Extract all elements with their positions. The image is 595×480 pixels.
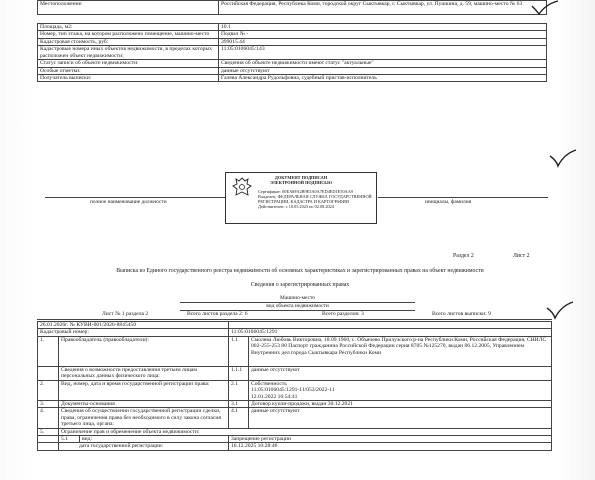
info-row	[38, 60, 547, 67]
info-row	[38, 1, 547, 15]
transaction-registration-label: Сведения об осуществлении государственной регистрации сделки, права, ограничения права без необходимого в силу закона согласия третьего лица, органа:	[59, 408, 229, 428]
rights-table	[37, 321, 552, 451]
checkmark-icon	[530, 0, 560, 16]
info-row	[38, 67, 547, 74]
info-label: Статус записи об объекте недвижимости:	[38, 60, 219, 67]
cadastral-label: Кадастровый номер:	[38, 329, 229, 336]
info-value: Сведения об объекте недвижимости имеют статус "актуальные"	[219, 60, 547, 67]
electronic-signature-stamp	[225, 172, 377, 224]
owner-value: Смолева Любовь Викторовна, 18.09.1960, с. Объячево Прилузского р-на Республики Коми, Российская Федерация, СНИЛС 002-255-253 80 Паспорт гражданина Российской Федерации серия 8705 №125270, выдан 06.12.2005, Управлением Внутренних дел города Сыктывкара Республики Коми	[249, 336, 552, 366]
row-number: 1.	[38, 336, 59, 366]
personal-data-value: данные отсутствуют	[249, 366, 552, 380]
info-label: Номер, тип этажа, на котором расположено помещение, машино-место	[38, 31, 219, 38]
document-subtitle: Сведения о зарегистрированных правах	[250, 282, 350, 288]
basis-documents-label: Документы-основания	[59, 400, 229, 407]
right-type: Собственность	[251, 380, 287, 387]
encumbrance-type-label: вид:	[82, 436, 93, 443]
info-row	[38, 24, 547, 31]
row-number: 2.	[38, 380, 59, 400]
info-value: 11:05:0106045:143	[219, 46, 547, 60]
stamp-line-1: Сертификат: 00EA8FA2B9E5A0A7ED4ED1E50AA9	[258, 189, 353, 194]
stamp-line-3: РЕГИСТРАЦИИ, КАДАСТРА И КАРТОГРАФИИ	[258, 199, 349, 204]
position-line	[45, 197, 225, 198]
info-row	[38, 38, 547, 45]
info-value: 10.1	[219, 24, 547, 31]
info-value: Российская Федерация, Республика Коми, городской округ Сыктывкар, г. Сыктывкар, ул. Пушкина, д. 59, машино-место № 63	[219, 1, 547, 15]
coat-of-arms-icon	[230, 176, 254, 200]
info-label: Местоположение:	[38, 1, 219, 15]
row-number: 5.	[38, 428, 59, 435]
info-label: Кадастровая стоимость, руб:	[38, 38, 219, 45]
sections-total: Всего разделов: 3	[322, 311, 364, 317]
row-number: 3.	[38, 400, 59, 407]
info-value: Подвал № -	[219, 31, 547, 38]
info-label: Получатель выписки:	[38, 74, 219, 81]
row-subnumber: 2.1	[229, 380, 249, 400]
object-info-table	[37, 0, 547, 82]
row-subnumber: 5.1	[59, 436, 80, 442]
cadastral-value: 11:05:0106045:1291	[229, 329, 552, 336]
info-row	[38, 74, 547, 81]
right-datetime: 12.01.2022 16:54:41	[251, 393, 298, 400]
encumbrance-label: Ограничение прав и обременение объекта недвижимости:	[59, 428, 552, 435]
stamp-line-2: Владелец: ФЕДЕРАЛЬНАЯ СЛУЖБА ГОСУДАРСТВЕННОЙ	[258, 194, 372, 199]
info-row	[38, 46, 547, 60]
transaction-registration-value: данные отсутствуют	[249, 408, 552, 428]
sheets-in-section: Всего листов раздела 2: 6	[187, 311, 248, 317]
info-label: Особые отметки:	[38, 67, 219, 74]
sheet-info-row	[37, 311, 552, 320]
owner-label: Правообладатель (правообладатели):	[59, 336, 229, 366]
object-kind: Машино-место	[180, 295, 415, 303]
encumbrance-type-value: Запрещение регистрации	[229, 436, 552, 443]
row-subnumber: 1.1	[229, 336, 249, 366]
row-subnumber: 4.1	[229, 408, 249, 428]
encumbrance-date-value: 16.12.2025 10:28:46	[229, 443, 552, 450]
right-registration-label: Вид, номер, дата и время государственной регистрации права:	[59, 380, 229, 400]
position-caption: полное наименование должности	[90, 199, 167, 205]
sheets-total: Всего листов выписки: 9	[432, 311, 491, 317]
stamp-line-4: Действителен: с 10.05.2023 по 02.08.2024	[258, 204, 334, 209]
row-subnumber: 3.1	[229, 400, 249, 407]
name-caption: инициалы, фамилия	[425, 199, 472, 205]
stamp-heading-2: ЭЛЕКТРОННОЙ ПОДПИСЬЮ	[270, 180, 332, 185]
name-line	[378, 197, 548, 198]
right-number: 11:05:0106045:1291-11/053/2022-11	[251, 387, 335, 394]
section-sheet: Лист 2	[513, 253, 530, 259]
basis-documents-value: Договор купли-продажи, выдан 30.12.2021	[249, 400, 552, 407]
row-number: 4.	[38, 408, 59, 428]
object-kind-caption: вид объекта недвижимости	[180, 303, 415, 311]
document-title: Выписка из Единого государственного реестра недвижимости об основных характеристиках и зарегистрированных правах на объект недвижимости	[116, 268, 484, 274]
info-value: Галева Александра Рудольфовна, судебный пристав-исполнитель	[219, 74, 547, 81]
info-label: Площадь, м2:	[38, 24, 219, 31]
info-value: данные отсутствуют	[219, 67, 547, 74]
extract-date-number: 26.01.2026г. № КУВИ-001/2026-8845450	[38, 322, 229, 329]
checkmark-icon	[548, 148, 578, 168]
section-number: Раздел 2	[453, 253, 474, 259]
personal-data-label: Сведения о возможности предоставления третьим лицам персональных данных физического лица:	[59, 366, 229, 380]
row-subnumber: 1.1.1	[229, 366, 249, 380]
info-row	[38, 31, 547, 38]
info-value: 399015.44	[219, 38, 547, 45]
stamp-heading-1: ДОКУМЕНТ ПОДПИСАН	[274, 175, 328, 180]
object-kind-block	[180, 295, 415, 311]
info-label: Кадастровые номера иных объектов недвижимости, в пределах которых расположен объект недвижимости:	[38, 46, 219, 60]
encumbrance-date-label: дата государственной регистрации:	[59, 443, 229, 450]
sheet-number: Лист № 1 раздела 2	[102, 311, 149, 317]
